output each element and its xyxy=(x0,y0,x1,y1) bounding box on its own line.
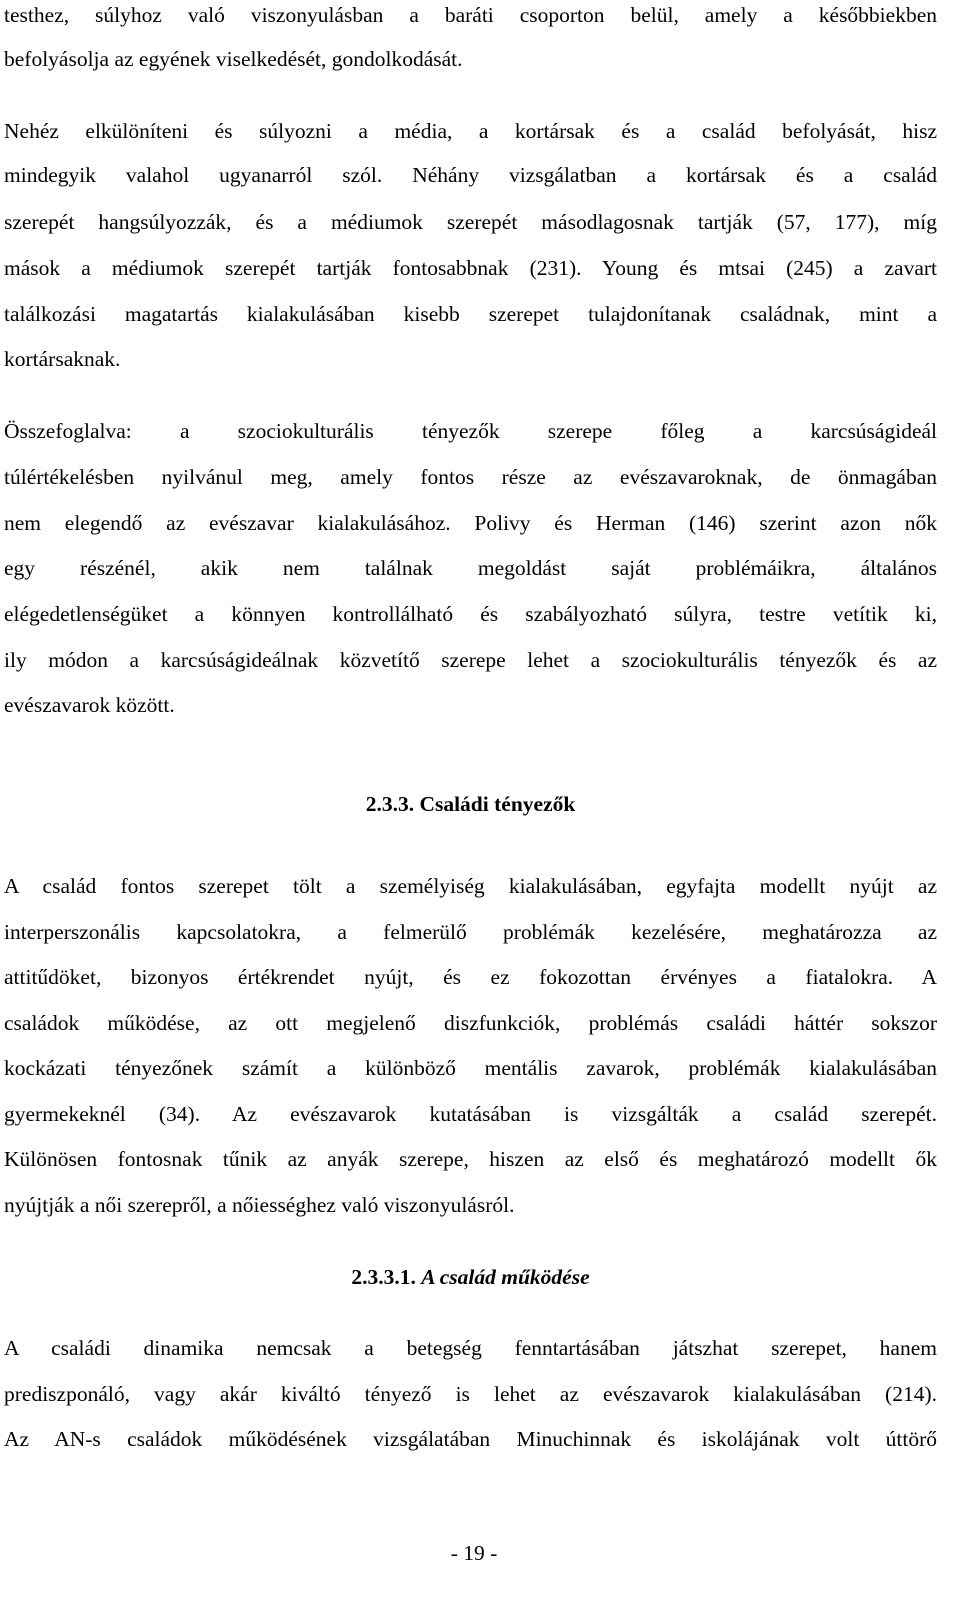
text-line: Nehéz elkülöníteni és súlyozni a média, a kortársak és a család befolyását, hisz xyxy=(4,119,937,143)
text-line: interperszonális kapcsolatokra, a felmerülő problémák kezelésére, meghatározza az xyxy=(4,920,937,944)
section-title: Családi tényezők xyxy=(419,792,576,816)
section-heading-family-factors xyxy=(4,791,937,817)
text-line: gyermekeknél (34). Az evészavarok kutatásában is vizsgálták a család szerepét. xyxy=(4,1102,937,1126)
section-heading-family-functioning xyxy=(4,1264,937,1290)
text-line: mindegyik valahol ugyanarról szól. Néhány vizsgálatban a kortársak és a család xyxy=(4,163,937,187)
text-line: attitűdöket, bizonyos értékrendet nyújt, és ez fokozottan érvényes a fiatalokra. A xyxy=(4,965,937,989)
text-line: A családi dinamika nemcsak a betegség fenntartásában játszhat szerepet, hanem xyxy=(4,1336,937,1360)
text-line: prediszponáló, vagy akár kiváltó tényező is lehet az evészavarok kialakulásában (214). xyxy=(4,1382,937,1406)
text-line: családok működése, az ott megjelenő diszfunkciók, problémás családi háttér sokszor xyxy=(4,1011,937,1035)
text-line: elégedetlenségüket a könnyen kontrollálható és szabályozható súlyra, testre vetítik ki, xyxy=(4,602,937,626)
text-line: befolyásolja az egyének viselkedését, gondolkodását. xyxy=(4,47,463,71)
text-line: testhez, súlyhoz való viszonyulásban a baráti csoporton belül, amely a későbbiekben xyxy=(4,3,937,27)
text-line: A család fontos szerepet tölt a személyiség kialakulásában, egyfajta modellt nyújt az xyxy=(4,874,937,898)
text-line: szerepét hangsúlyozzák, és a médiumok szerepét másodlagosnak tartják (57, 177), míg xyxy=(4,210,937,234)
page-number: - 19 - xyxy=(450,1541,498,1565)
text-line: túlértékelésben nyilvánul meg, amely fontos része az evészavaroknak, de önmagában xyxy=(4,465,937,489)
text-line: nem elegendő az evészavar kialakulásához. Polivy és Herman (146) szerint azon nők xyxy=(4,511,937,535)
section-number: 2.3.3.1. xyxy=(351,1265,416,1289)
text-line: kortársaknak. xyxy=(4,347,121,371)
text-line: egy részénél, akik nem találnak megoldást saját problémáikra, általános xyxy=(4,556,937,580)
section-title: A család működése xyxy=(421,1265,590,1289)
text-line: nyújtják a női szerepről, a nőiességhez való viszonyulásról. xyxy=(4,1193,515,1217)
text-line: ily módon a karcsúságideálnak közvetítő szerepe lehet a szociokulturális tényezők és az xyxy=(4,648,937,672)
text-line: Különösen fontosnak tűnik az anyák szerepe, hiszen az első és meghatározó modellt ők xyxy=(4,1147,937,1171)
text-line: mások a médiumok szerepét tartják fontosabbnak (231). Young és mtsai (245) a zavart xyxy=(4,256,937,280)
text-line: Az AN-s családok működésének vizsgálatában Minuchinnak és iskolájának volt úttörő xyxy=(4,1427,937,1451)
text-line: Összefoglalva: a szociokulturális tényezők szerepe főleg a karcsúságideál xyxy=(4,419,937,443)
section-number: 2.3.3. xyxy=(365,792,415,816)
text-line: evészavarok között. xyxy=(4,693,175,717)
text-line: kockázati tényezőnek számít a különböző mentális zavarok, problémák kialakulásában xyxy=(4,1056,937,1080)
text-line: találkozási magatartás kialakulásában kisebb szerepet tulajdonítanak családnak, mint a xyxy=(4,302,937,326)
